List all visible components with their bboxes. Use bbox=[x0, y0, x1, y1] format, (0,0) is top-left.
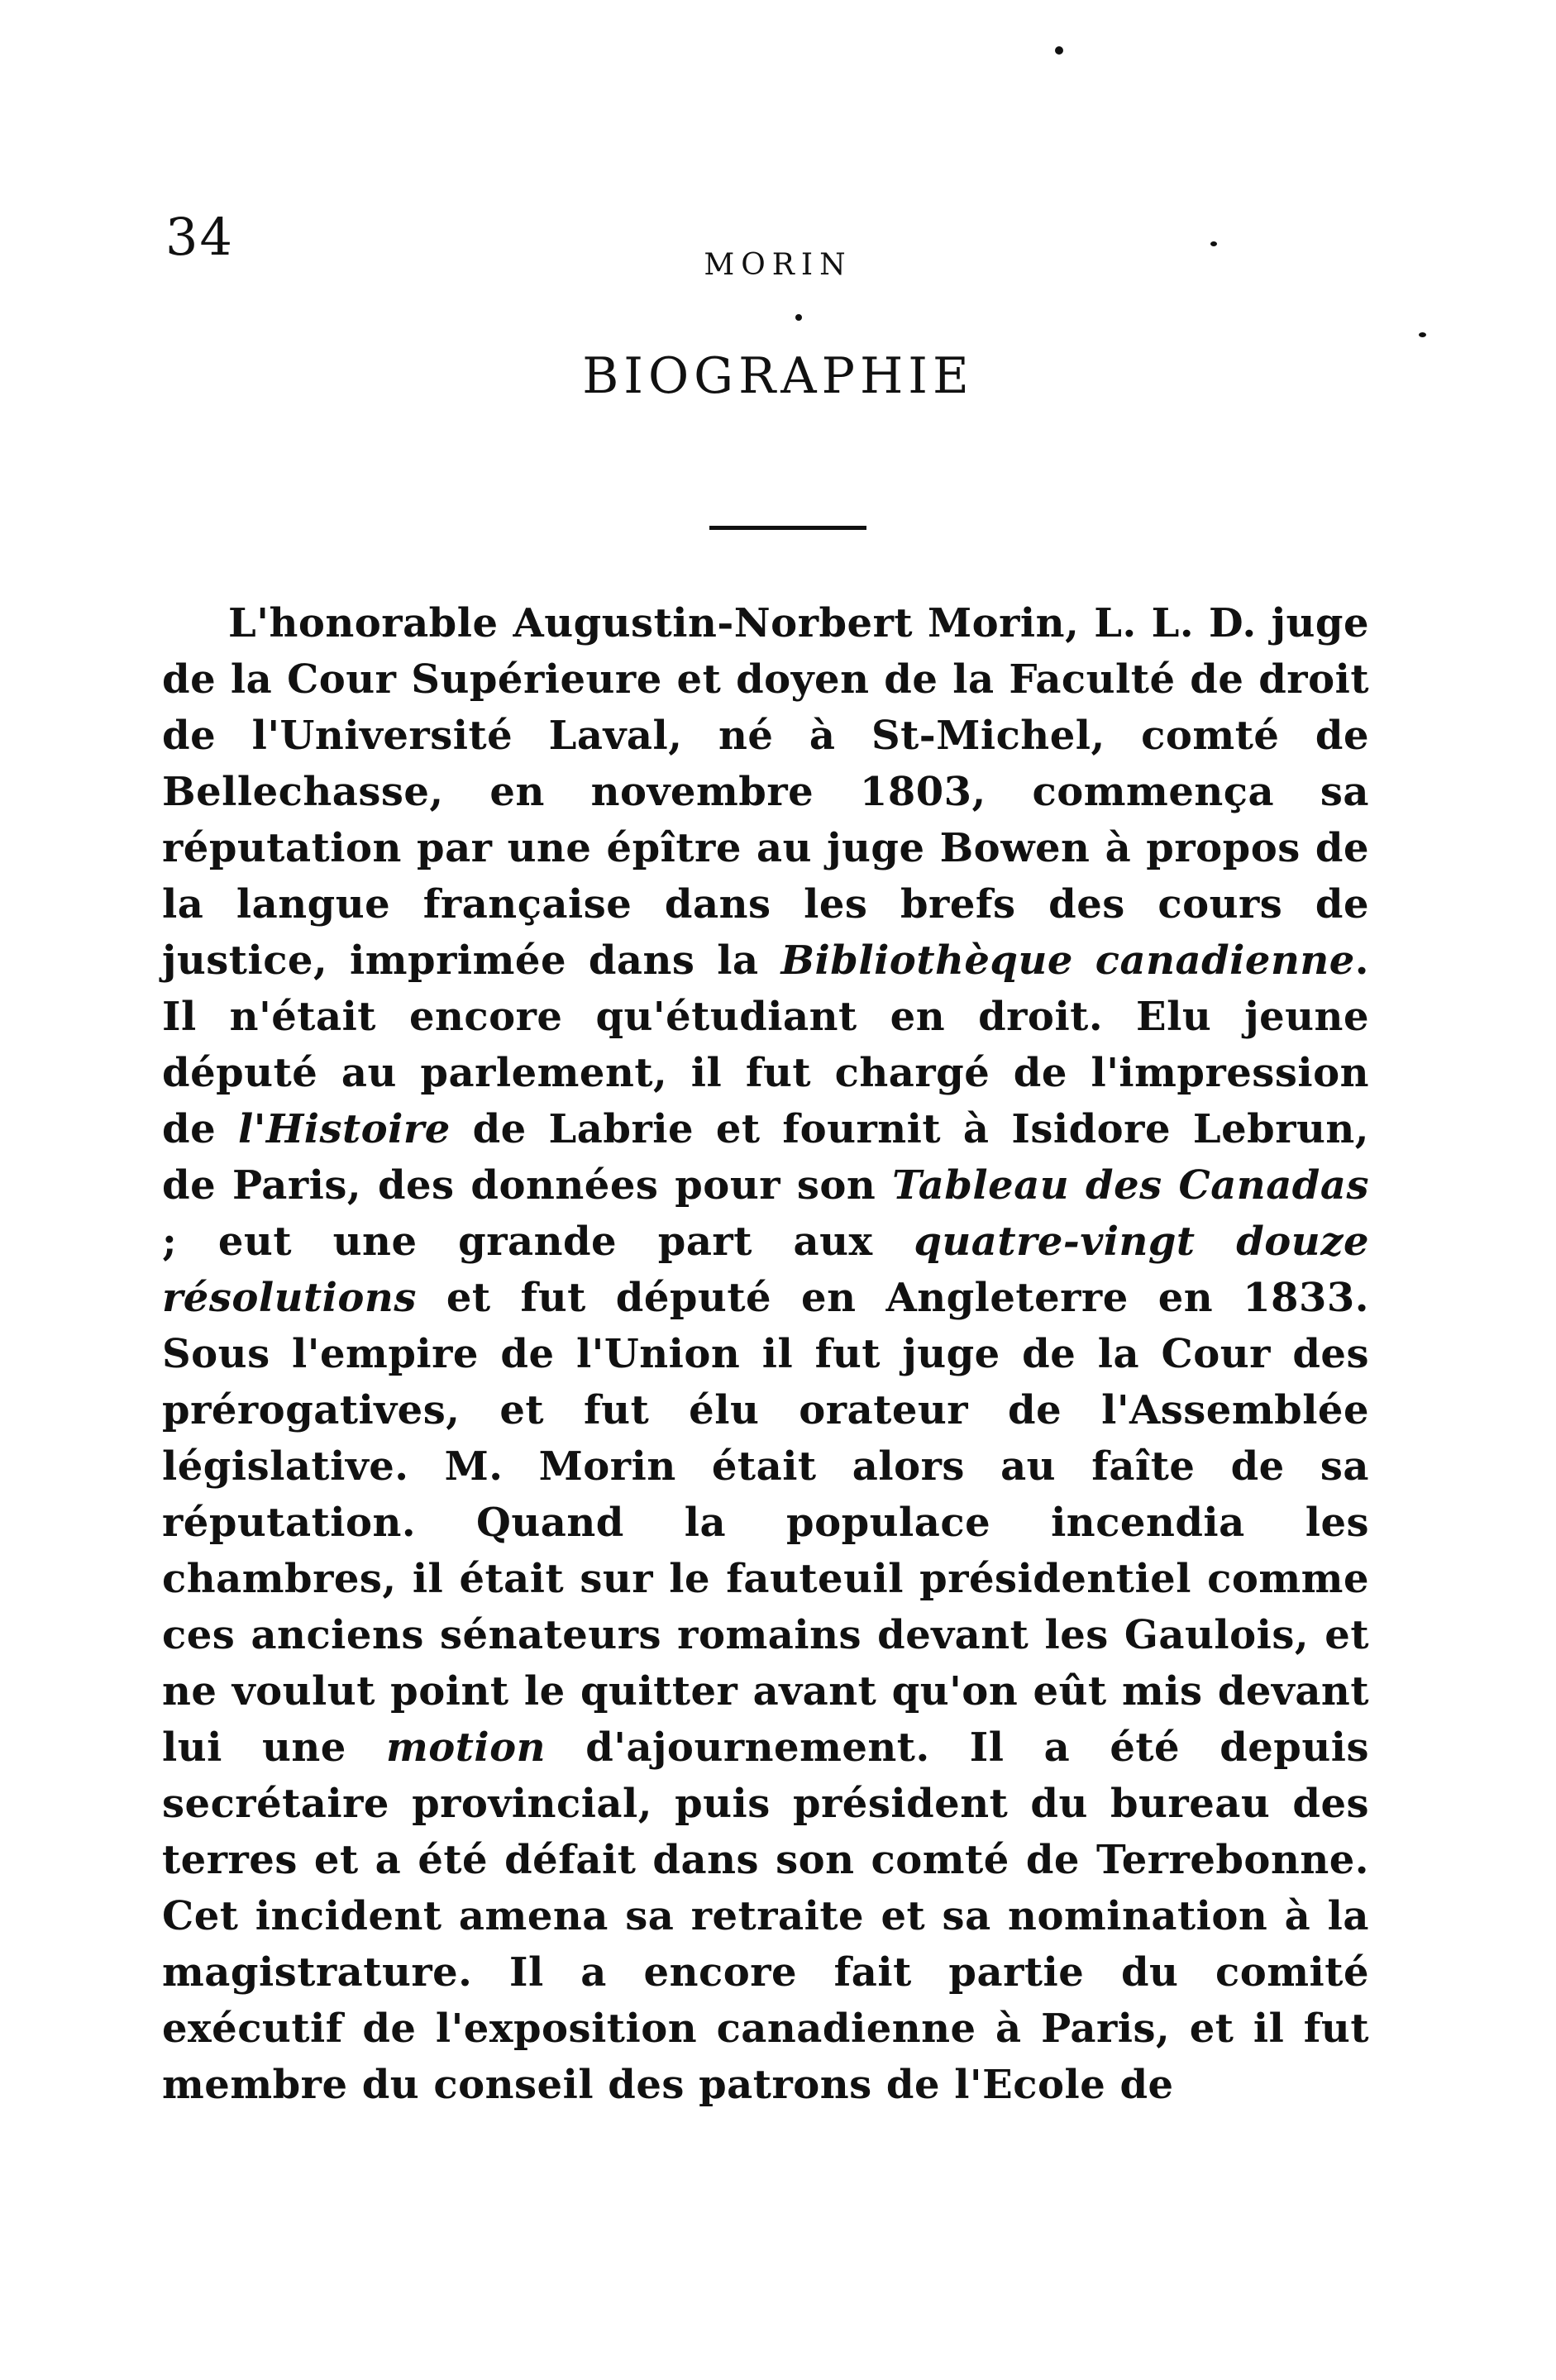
italic-title: Bibliothèque canadienne bbox=[780, 937, 1355, 984]
italic-title: Tableau des Canadas bbox=[892, 1162, 1369, 1209]
text-run: ; eut une grande part aux bbox=[162, 1219, 914, 1265]
text-run: et fut député en Angleterre en 1833. Sous l'empire de l'Union il fut juge de la Cour des prérogatives, et fut élu orateur de l'Assemblée législative. M. Morin était alors au faîte de sa réputation. Quand la populace incendia les chambres, il était sur le fauteuil présidentiel comme ces anciens sénateurs romains devant les Gaulois, et ne voulut point le quitter avant qu'on eût mis devant lui une bbox=[162, 1275, 1369, 1771]
print-speck bbox=[795, 314, 802, 321]
section-title: BIOGRAPHIE bbox=[582, 347, 974, 405]
text-run: d'ajournement. Il a été depuis secrétaire provincial, puis président du bureau des terres et a été défait dans son comté de Terrebonne. Cet incident amena sa retraite et sa nomination à la magistrature. Il a encore fait partie du comité exécutif de l'exposition canadienne à Paris, et il fut membre du conseil des patrons de l'Ecole de bbox=[162, 1724, 1370, 2108]
running-head: MORIN bbox=[704, 248, 852, 282]
title-rule bbox=[709, 526, 866, 530]
text-run: L'honorable Augustin-Norbert Morin, L. L. D. juge de la Cour Supérieure et doyen de la Faculté de droit de l'Université Laval, né à St-Michel, comté de Bellechasse, en novembre 1803, commença sa réputation par une épître au juge Bowen à propos de la langue française dans les brefs des cours de justice, imprimée dans la bbox=[162, 600, 1369, 984]
italic-title: l'Histoire bbox=[237, 1106, 451, 1152]
print-speck bbox=[1210, 241, 1217, 246]
biography-paragraph bbox=[162, 595, 1369, 2113]
italic-title: quatre-vingt douze résolutions bbox=[162, 1219, 1370, 1321]
print-speck bbox=[1419, 332, 1426, 337]
italic-term: motion bbox=[385, 1724, 547, 1771]
text-run: . Il n'était encore qu'étudiant en droit. Elu jeune député au parlement, il fut chargé de l'impression de bbox=[162, 937, 1369, 1152]
print-speck bbox=[1055, 46, 1063, 55]
page-number: 34 bbox=[165, 207, 234, 267]
text-run: de Labrie et fournit à Isidore Lebrun, de Paris, des données pour son bbox=[162, 1106, 1369, 1209]
